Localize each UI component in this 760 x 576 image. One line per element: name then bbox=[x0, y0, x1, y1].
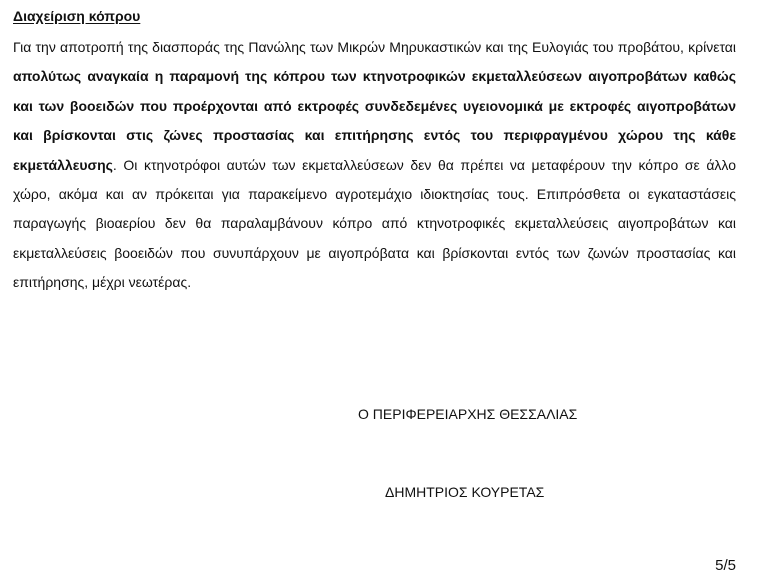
section-paragraph bbox=[13, 33, 736, 298]
paragraph-emphasis: απολύτως αναγκαία η παραμονή της κόπρου των κτηνοτροφικών εκμεταλλεύσεων αιγοπροβάτων καθώς και των βοοειδών που προέρχονται από εκτροφές συνδεδεμένες υγειονομικά με εκτροφές αιγοπροβάτων και βρίσκονται στις ζώνες προστασίας και επιτήρησης εντός του περιφραγμένου χώρου της κάθε εκμετάλλευσης bbox=[13, 68, 736, 173]
signature-title: Ο ΠΕΡΙΦΕΡΕΙΑΡΧΗΣ ΘΕΣΣΑΛΙΑΣ bbox=[358, 406, 578, 422]
page-number: 5/5 bbox=[715, 557, 736, 574]
paragraph-intro: Για την αποτροπή της διασποράς της Πανώλης των Μικρών Μηρυκαστικών και της Ευλογιάς του προβάτου, κρίνεται bbox=[13, 39, 736, 55]
paragraph-continuation: . Οι κτηνοτρόφοι αυτών των εκμεταλλεύσεων δεν θα πρέπει να μεταφέρουν την κόπρο σε άλλο χώρο, ακόμα και αν πρόκειται για παρακείμενο αγροτεμάχιο ιδιοκτησίας τους. Επιπρόσθετα οι εγκαταστάσεις παραγωγής βιοαερίου δεν θα παραλαμβάνουν κόπρο από κτηνοτροφικές εκμεταλλεύσεις αιγοπροβάτων και εκμεταλλεύσεις βοοειδών που συνυπάρχουν με αιγοπρόβατα και βρίσκονται εντός των ζωνών προστασίας και επιτήρησης, μέχρι νεωτέρας. bbox=[13, 156, 736, 291]
signature-name: ΔΗΜΗΤΡΙΟΣ ΚΟΥΡΕΤΑΣ bbox=[385, 484, 545, 500]
section-heading: Διαχείριση κόπρου bbox=[13, 8, 141, 24]
